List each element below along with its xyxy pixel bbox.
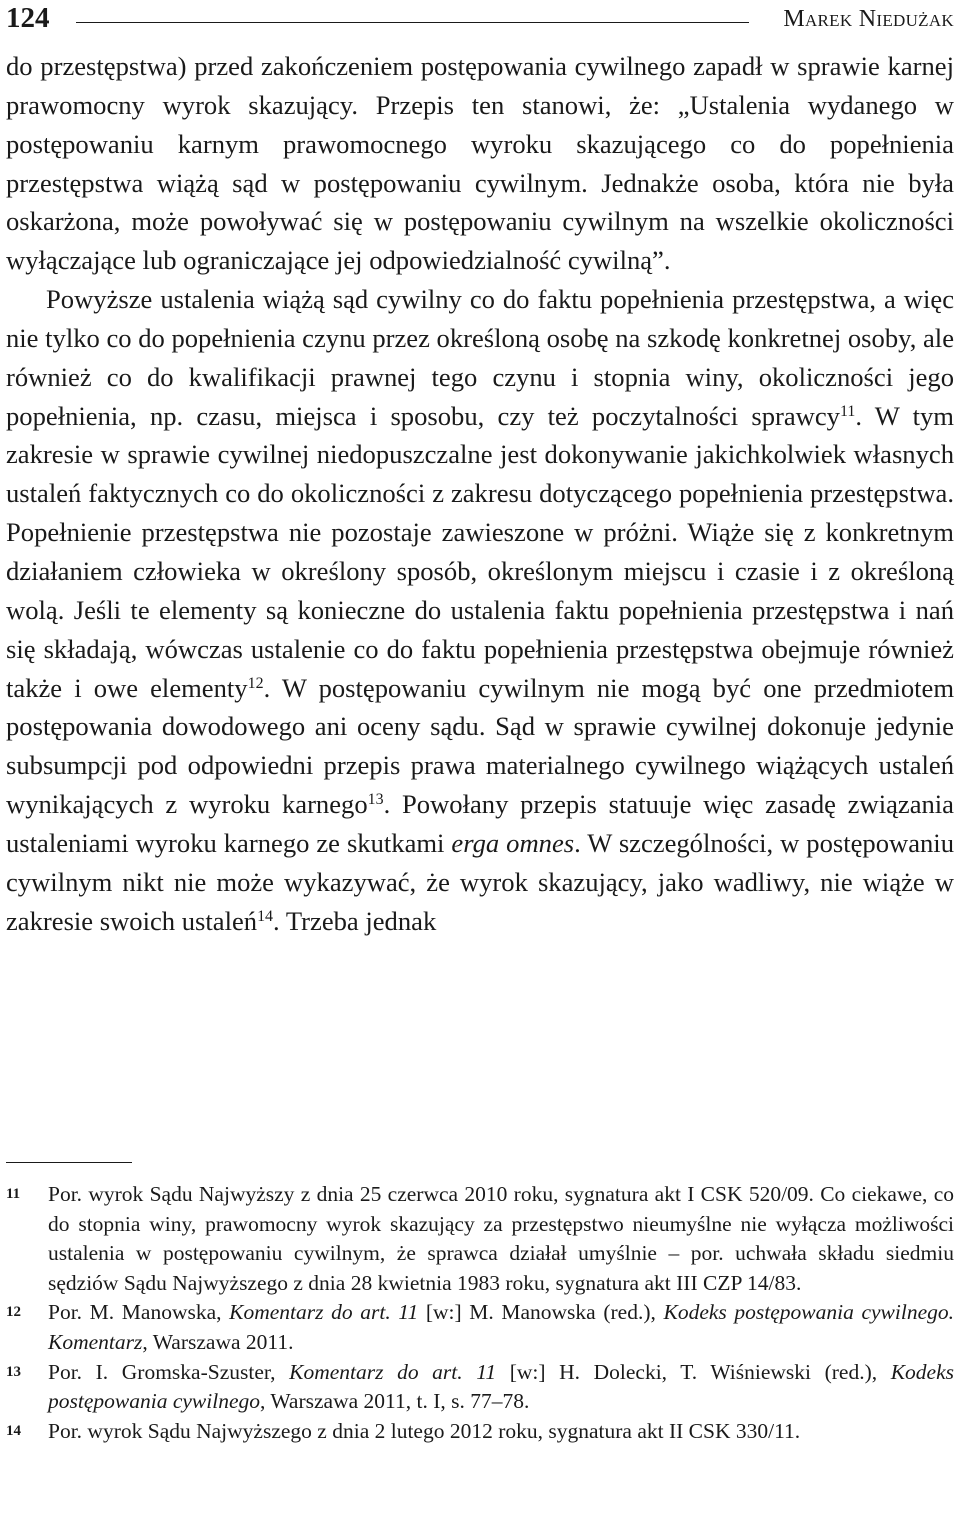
footnote-ref-11[interactable]: 11 xyxy=(839,402,856,420)
paragraph-2-seg6: . Trzeba jednak xyxy=(273,905,437,936)
footnote-title: Kodeks postępowania cywilnego xyxy=(48,1359,954,1414)
footnote-text: Por. M. Manowska, xyxy=(48,1300,230,1325)
footnote-title: Komentarz do art. 11 xyxy=(229,1300,419,1325)
footnote-number: 12 xyxy=(6,1304,21,1321)
header-rule xyxy=(76,22,749,23)
footnote-text: [w:] H. Dolecki, T. Wiśniewski (red.), xyxy=(496,1359,891,1384)
footnote-11 xyxy=(6,1180,954,1298)
footnote-text: Por. wyrok Sądu Najwyższy z dnia 25 czerwca 2010 roku, sygnatura akt I CSK 520/09. Co ciekawe, co do stopnia winy, prawomocny wyrok skazujący za przestępstwo nieumyślne nie wyłącza możliwości ustalenia w postępowaniu cywilnym, że sprawca działał umyślnie – por. uchwała składu siedmiu sędziów Sądu Najwyższego z dnia 28 kwietnia 1983 roku, sygnatura akt III CZP 14/83. xyxy=(48,1182,954,1295)
footnote-number: 11 xyxy=(6,1186,21,1202)
footnote-text: Por. wyrok Sądu Najwyższego z dnia 2 lutego 2012 roku, sygnatura akt II CSK 330/11. xyxy=(48,1418,801,1443)
footnote-ref-14[interactable]: 14 xyxy=(257,907,274,925)
footnote-13 xyxy=(6,1358,954,1417)
footnote-ref-13[interactable]: 13 xyxy=(367,791,384,809)
footnote-title: Komentarz do art. 11 xyxy=(289,1359,497,1384)
paragraph-2 xyxy=(6,280,954,940)
footnotes xyxy=(6,1180,954,1446)
paragraph-2-seg4: . Powołany przepis statuuje więc zasadę związania ustaleniami wyroku karnego ze skutkami xyxy=(6,789,954,858)
footnote-ref-12[interactable]: 12 xyxy=(247,674,264,692)
footnote-separator xyxy=(6,1162,132,1163)
paragraph-2-seg3: . W postępowaniu cywilnym nie mogą być one przedmiotem postępowania dowodowego ani oceny sądu. Sąd w sprawie cywilnej dokonuje jedynie subsumpcji pod odpowiedni przepis prawa materialnego cywilnego wiążących ustaleń wynikających z wyroku karnego xyxy=(6,672,955,820)
paragraph-2-seg5: . W szczególności, w postępowaniu cywilnym nikt nie może wykazywać, że wyrok skazujący, jako wadliwy, nie wiąże w zakresie swoich ustaleń xyxy=(6,827,954,936)
footnote-text: , Warszawa 2011. xyxy=(142,1329,294,1354)
latin-phrase: erga omnes xyxy=(451,827,575,858)
body-text xyxy=(6,47,954,940)
footnote-number: 14 xyxy=(6,1422,21,1439)
running-header xyxy=(6,0,954,38)
paragraph-2-seg1: Powyższe ustalenia wiążą sąd cywilny co do faktu popełnienia przestępstwa, a więc nie tylko co do popełnienia czynu przez określoną osobę na szkodę konkretnej osoby, ale również co do kwalifikacji prawnej tego czynu i stopnia winy, okoliczności jego popełnienia, np. czasu, miejsca i sposobu, czy też poczytalności sprawcy xyxy=(6,284,954,431)
paragraph-2-seg2: . W tym zakresie w sprawie cywilnej niedopuszczalne jest dokonywanie jakichkolwiek własnych ustaleń faktycznych co do okoliczności z zakresu dotyczącego popełnienia przestępstwa. Popełnienie przestępstwa nie pozostaje zawieszone w próżni. Wiąże się z konkretnym działaniem człowieka w określony sposób, określonym miejscu i czasie i z określoną wolą. Jeśli te elementy są konieczne do ustalenia faktu popełnienia przestępstwa i nań się składają, wówczas ustalenie co do faktu popełnienia przestępstwa obejmuje również także i owe elementy xyxy=(6,400,954,703)
footnote-12 xyxy=(6,1298,954,1357)
page-number: 124 xyxy=(6,2,50,34)
running-author: Marek Niedużak xyxy=(783,6,954,32)
footnote-14 xyxy=(6,1417,954,1447)
footnote-title: Kodeks postępowania cywilnego. Komentarz xyxy=(48,1300,954,1354)
footnote-text: [w:] M. Manowska (red.), xyxy=(418,1300,664,1325)
footnote-text: , Warszawa 2011, t. I, s. 77–78. xyxy=(260,1389,530,1414)
paragraph-1 xyxy=(6,47,954,280)
paragraph-1-text: do przestępstwa) przed zakończeniem postępowania cywilnego zapadł w sprawie karnej prawomocny wyrok skazujący. Przepis ten stanowi, że: „Ustalenia wydanego w postępowaniu karnym prawomocnego wyroku skazującego co do popełnienia przestępstwa wiążą sąd w postępowaniu cywilnym. Jednakże osoba, która nie była oskarżona, może powoływać się w postępowaniu cywilnym na wszelkie okoliczności wyłączające lub ograniczające jej odpowiedzialność cywilną”. xyxy=(6,51,954,276)
footnote-number: 13 xyxy=(6,1363,21,1380)
footnote-text: Por. I. Gromska-Szuster, xyxy=(48,1359,290,1384)
